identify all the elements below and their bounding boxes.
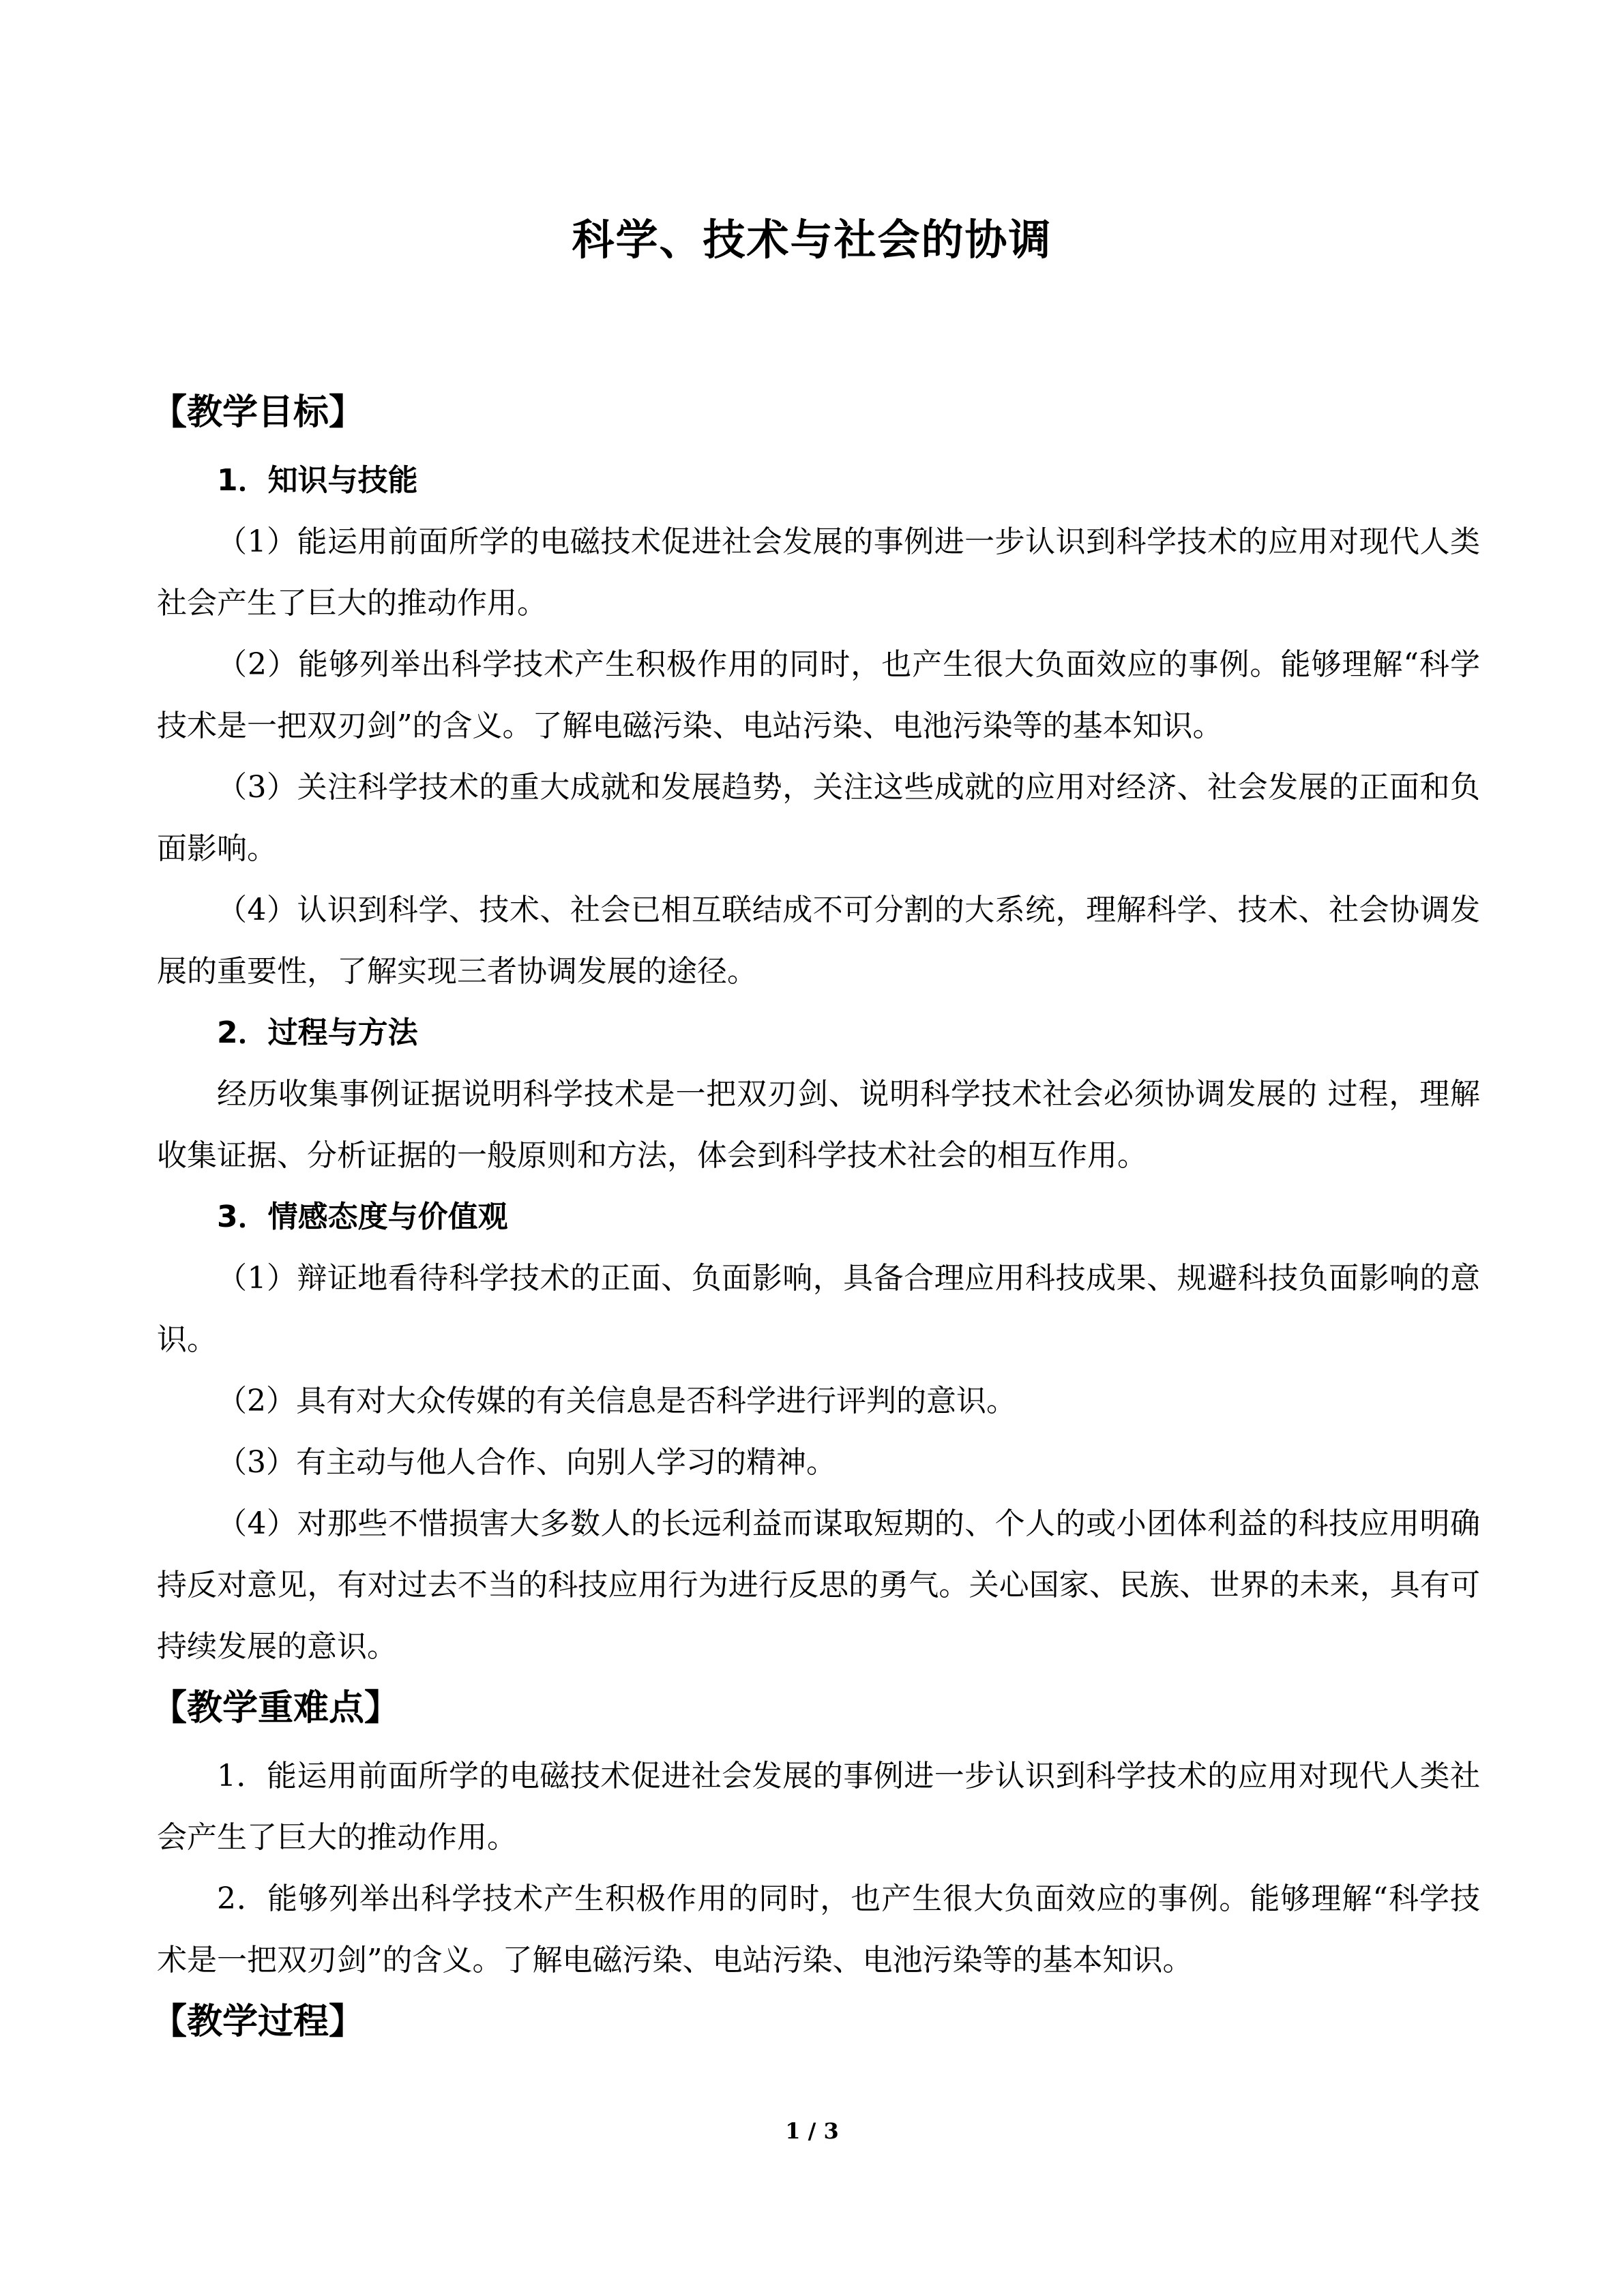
section-heading-objectives: 【教学目标】 xyxy=(151,392,365,433)
paragraph: （4）认识到科学、技术、社会已相互联结成不可分割的大系统，理解科学、技术、社会协调发展的重要性，了解实现三者协调发展的途径。 xyxy=(157,893,1480,989)
section-heading-key-points: 【教学重难点】 xyxy=(151,1688,400,1729)
paragraph: （3）关注科学技术的重大成就和发展趋势，关注这些成就的应用对经济、社会发展的正面和负面影响。 xyxy=(157,770,1480,866)
sub-heading-process: 2．过程与方法 xyxy=(217,1015,418,1050)
paragraph: （2）能够列举出科学技术产生积极作用的同时，也产生很大负面效应的事例。能够理解“科学技术是一把双刃剑”的含义。了解电磁污染、电站污染、电池污染等的基本知识。 xyxy=(157,647,1480,743)
sub-heading-values: 3．情感态度与价值观 xyxy=(217,1199,508,1234)
document-title: 科学、技术与社会的协调 xyxy=(572,215,1052,265)
paragraph: （4）对那些不惜损害大多数人的长远利益而谋取短期的、个人的或小团体利益的科技应用明确持反对意见，有对过去不当的科技应用行为进行反思的勇气。关心国家、民族、世界的未来，具有可持续发展的意识。 xyxy=(157,1506,1480,1664)
document-body xyxy=(151,382,1480,2053)
sub-heading-knowledge: 1．知识与技能 xyxy=(217,463,418,498)
paragraph: 2．能够列举出科学技术产生积极作用的同时，也产生很大负面效应的事例。能够理解“科学技术是一把双刃剑”的含义。了解电磁污染、电站污染、电池污染等的基本知识。 xyxy=(157,1881,1480,1978)
paragraph: 1．能运用前面所学的电磁技术促进社会发展的事例进一步认识到科学技术的应用对现代人类社会产生了巨大的推动作用。 xyxy=(157,1759,1480,1855)
paragraph: （1）能运用前面所学的电磁技术促进社会发展的事例进一步认识到科学技术的应用对现代人类社会产生了巨大的推动作用。 xyxy=(157,524,1480,621)
page-number: 1 / 3 xyxy=(785,2118,839,2144)
paragraph: （1）辩证地看待科学技术的正面、负面影响，具备合理应用科技成果、规避科技负面影响的意识。 xyxy=(157,1261,1480,1357)
paragraph: （3）有主动与他人合作、向别人学习的精神。 xyxy=(217,1445,836,1480)
paragraph: （2）具有对大众传媒的有关信息是否科学进行评判的意识。 xyxy=(217,1384,1016,1418)
section-heading-teaching-process: 【教学过程】 xyxy=(151,2001,365,2042)
paragraph: 经历收集事例证据说明科学技术是一把双刃剑、说明科学技术社会必须协调发展的 过程，理解收集证据、分析证据的一般原则和方法，体会到科学技术社会的相互作用。 xyxy=(157,1077,1480,1173)
